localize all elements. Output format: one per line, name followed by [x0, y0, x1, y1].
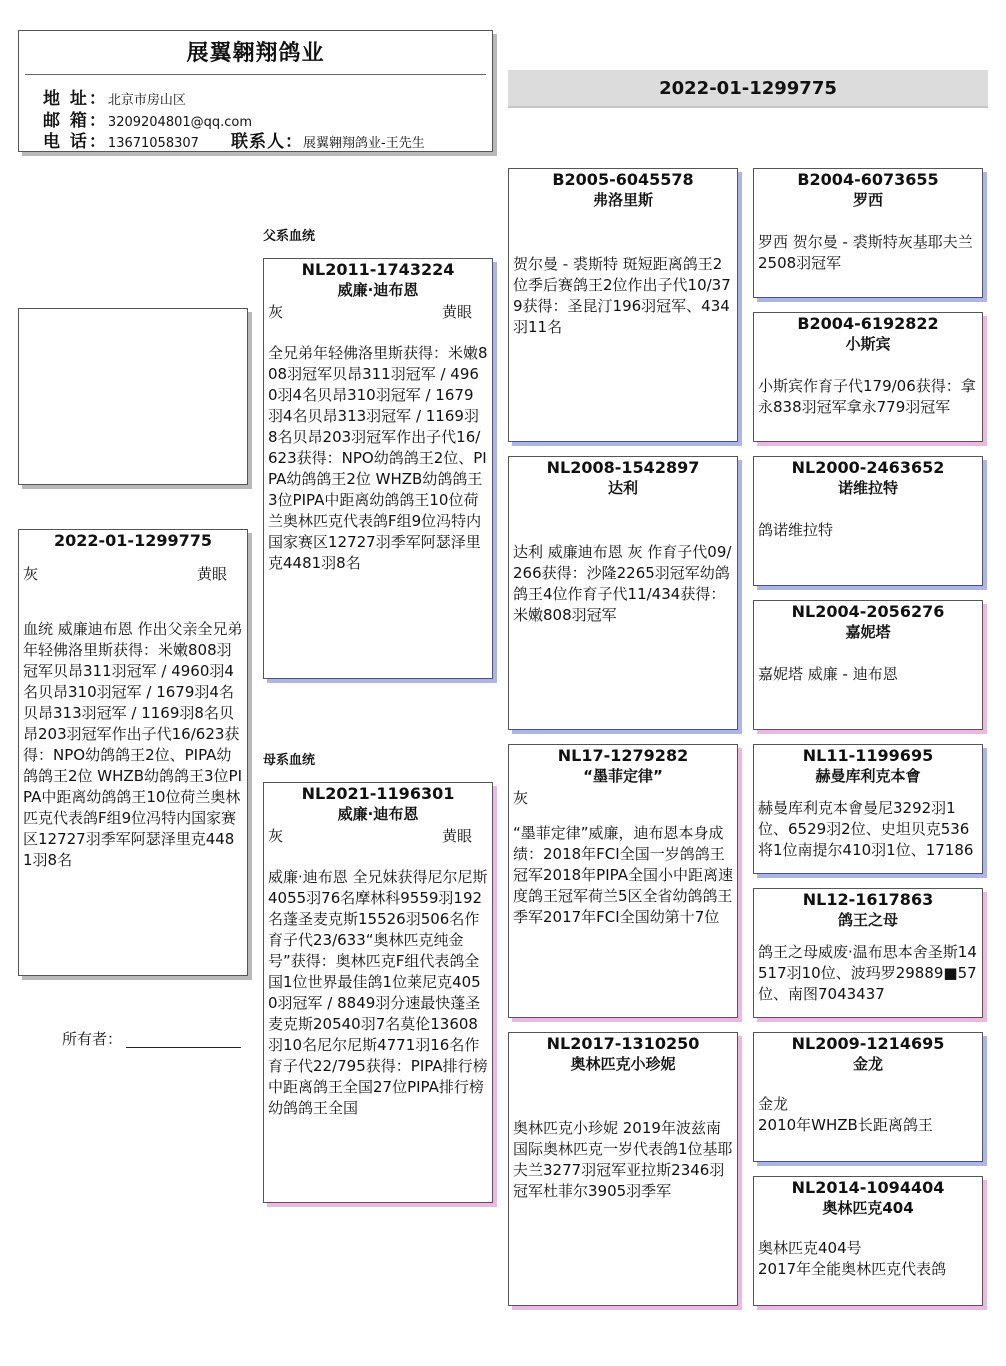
- gp4-name: 奥林匹克小珍妮: [570, 1055, 676, 1073]
- breeder-title: 展翼翱翔鸽业: [186, 41, 325, 66]
- header-divider: [25, 74, 486, 75]
- ggp7-desc-line1: 金龙: [758, 1095, 789, 1113]
- dam-color: 灰: [268, 827, 284, 845]
- email-value: 3209204801@qq.com: [107, 115, 253, 130]
- subject-color-eye: [23, 563, 243, 585]
- phone-label: 电 话：: [43, 132, 108, 152]
- owner-row: [62, 1028, 241, 1049]
- gp2-ring: NL2008-1542897: [546, 458, 700, 477]
- contact-label: 联系人：: [231, 132, 303, 152]
- ggp4-name: 嘉妮塔: [845, 623, 891, 641]
- ggp1-name: 罗西: [852, 191, 883, 209]
- sire-eye: 黄眼: [441, 303, 472, 321]
- ggp7-card: [753, 1032, 983, 1162]
- phone-row: [43, 127, 199, 152]
- sire-color-eye: [268, 301, 488, 323]
- grandsire-maternal-card: [508, 744, 738, 1018]
- ggp2-ring: B2004-6192822: [797, 314, 939, 333]
- ggp8-ring: NL2014-1094404: [791, 1178, 945, 1197]
- ggp2-card: [753, 312, 983, 442]
- ggp4-desc: 嘉妮塔 威廉 - 迪布恩: [758, 665, 898, 683]
- ggp3-card: [753, 456, 983, 586]
- owner-signature-line[interactable]: [126, 1032, 241, 1048]
- sire-desc: 全兄弟年轻佛洛里斯获得：米嫩808羽冠军贝昂311羽冠军 / 4960羽4名贝昂310羽冠军 / 1679羽4名贝昂313羽冠军 / 1169羽8名贝昂203羽冠军作出子代16/623获得：NPO幼鸽鸽王2位、PIPA幼鸽鸽王2位 WHZB幼鸽鸽王3位PIPA中距离幼鸽鸽王10位荷兰奥林匹克代表鸽F组9位冯特内国家赛区12727羽季军阿瑟泽里克4481羽8名: [268, 344, 488, 572]
- ggp4-card: [753, 600, 983, 730]
- ggp8-card: [753, 1176, 983, 1306]
- email-label: 邮 箱：: [43, 111, 108, 131]
- ggp5-desc: 赫曼库利克本會曼尼3292羽1位、6529羽2位、史坦贝克536将1位南提尔410羽1位、17186: [758, 799, 974, 859]
- grandsire-paternal-card: [508, 168, 738, 442]
- ggp5-name: 赫曼库利克本會: [815, 767, 921, 785]
- gp4-ring: NL2017-1310250: [546, 1034, 700, 1053]
- gp4-desc: 奥林匹克小珍妮 2019年波兹南国际奥林匹克一岁代表鸽1位基耶夫兰3277羽冠军亚拉斯2346羽冠军杜菲尔3905羽季军: [513, 1119, 733, 1200]
- gp1-ring: B2005-6045578: [552, 170, 694, 189]
- contact-row: [231, 127, 425, 152]
- gp2-name: 达利: [607, 479, 638, 497]
- ggp2-desc: 小斯宾作育子代179/06获得：拿永838羽冠军拿永779羽冠军: [758, 377, 976, 416]
- ggp1-card: [753, 168, 983, 298]
- phone-value: 13671058307: [107, 136, 199, 151]
- gp1-name: 弗洛里斯: [592, 191, 653, 209]
- dam-eye: 黄眼: [441, 827, 472, 845]
- granddam-maternal-card: [508, 1032, 738, 1306]
- gp3-color: 灰: [513, 789, 529, 807]
- ggp3-ring: NL2000-2463652: [791, 458, 945, 477]
- gp3-ring: NL17-1279282: [557, 746, 689, 765]
- dam-color-eye: [268, 825, 488, 847]
- subject-color: 灰: [23, 565, 39, 583]
- dam-ring: NL2021-1196301: [301, 784, 455, 803]
- ggp7-ring: NL2009-1214695: [791, 1034, 945, 1053]
- ggp1-ring: B2004-6073655: [797, 170, 939, 189]
- dam-card: [263, 782, 493, 1203]
- owner-label: 所有者：: [62, 1030, 123, 1048]
- dam-name: 威廉·迪布恩: [337, 805, 419, 823]
- breeder-header: [18, 30, 493, 152]
- subject-card: [18, 529, 248, 976]
- sire-line-label: 父系血统: [263, 229, 316, 244]
- gp3-desc: “墨菲定律”威廉，迪布恩本身成绩：2018年FCI全国一岁鸽鸽王冠军2018年PIPA全国小中距离速度鸽王冠军荷兰5区全省幼鸽鸽王季军2017年FCI全国幼第十7位: [513, 824, 733, 926]
- ggp1-desc: 罗西 贺尔曼 - 裘斯特灰基耶夫兰2508羽冠军: [758, 233, 973, 272]
- ggp7-name: 金龙: [852, 1055, 883, 1073]
- ggp6-desc: 鸽王之母威废·温布思本舍圣斯14517羽10位、波玛罗29889■57位、南图7043437: [758, 943, 977, 1003]
- dam-line-label: 母系血统: [263, 753, 316, 768]
- ggp5-card: [753, 744, 983, 874]
- ggp6-card: [753, 888, 983, 1018]
- ggp8-desc-line1: 奥林匹克404号: [758, 1239, 862, 1257]
- pigeon-photo-frame: [18, 308, 248, 485]
- ggp4-ring: NL2004-2056276: [791, 602, 945, 621]
- subject-ring-band: 2022-01-1299775: [508, 70, 988, 108]
- gp3-color-row: [513, 787, 733, 809]
- ggp7-desc-line2: 2010年WHZB长距离鸽王: [758, 1116, 933, 1134]
- ggp8-desc-line2: 2017年全能奥林匹克代表鸽: [758, 1260, 947, 1278]
- granddam-paternal-card: [508, 456, 738, 730]
- sire-card: [263, 258, 493, 679]
- ggp5-ring: NL11-1199695: [802, 746, 934, 765]
- ggp8-name: 奥林匹克404: [822, 1199, 914, 1217]
- address-label: 地 址：: [43, 89, 108, 109]
- gp3-name: “墨菲定律”: [583, 767, 663, 785]
- dam-desc: 威廉·迪布恩 全兄妹获得尼尔尼斯4055羽76名摩林科9559羽192名蓬圣麦克斯15526羽506名作育子代23/633“奥林匹克纯金号”获得：奥林匹克F组代表鸽全国1位世界最佳鸽1位莱尼克4050羽冠军 / 8849羽分速最快蓬圣麦克斯20540羽7名莫伦13608羽10名尼尔尼斯4771羽16名作育子代22/795获得：PIPA排行榜中距离鸽王全国27位PIPA排行榜幼鸽鸽王全国: [268, 868, 488, 1117]
- subject-ring: 2022-01-1299775: [53, 531, 212, 550]
- subject-eye: 黄眼: [196, 565, 227, 583]
- sire-color: 灰: [268, 303, 284, 321]
- ggp6-name: 鸽王之母: [837, 911, 898, 929]
- ggp6-ring: NL12-1617863: [802, 890, 934, 909]
- ggp3-name: 诺维拉特: [837, 479, 898, 497]
- subject-desc: 血统 威廉迪布恩 作出父亲全兄弟年轻佛洛里斯获得：米嫩808羽冠军贝昂311羽冠军 / 4960羽4名贝昂310羽冠军 / 1679羽4名贝昂313羽冠军 / 1169羽8名贝昂203羽冠军作出子代16/623获得：NPO幼鸽鸽王2位、PIPA幼鸽鸽王2位 WHZB幼鸽鸽王3位PIPA中距离幼鸽鸽王10位荷兰奥林匹克代表鸽F组9位冯特内国家赛区12727羽季军阿瑟泽里克4481羽8名: [23, 620, 243, 869]
- gp2-desc: 达利 威廉迪布恩 灰 作育子代09/266获得：沙隆2265羽冠军幼鸽鸽王4位作育子代11/434获得：米嫩808羽冠军: [513, 543, 732, 624]
- sire-ring: NL2011-1743224: [301, 260, 455, 279]
- sire-name: 威廉·迪布恩: [337, 281, 419, 299]
- gp1-desc: 贺尔曼 - 裘斯特 斑短距离鸽王2位季后赛鸽王2位作出子代10/379获得：圣昆汀196羽冠军、434羽11名: [513, 255, 731, 336]
- address-value: 北京市房山区: [107, 93, 186, 108]
- contact-value: 展翼翱翔鸽业-王先生: [303, 136, 425, 151]
- ggp2-name: 小斯宾: [845, 335, 891, 353]
- ggp3-desc: 鸽诺维拉特: [758, 521, 834, 539]
